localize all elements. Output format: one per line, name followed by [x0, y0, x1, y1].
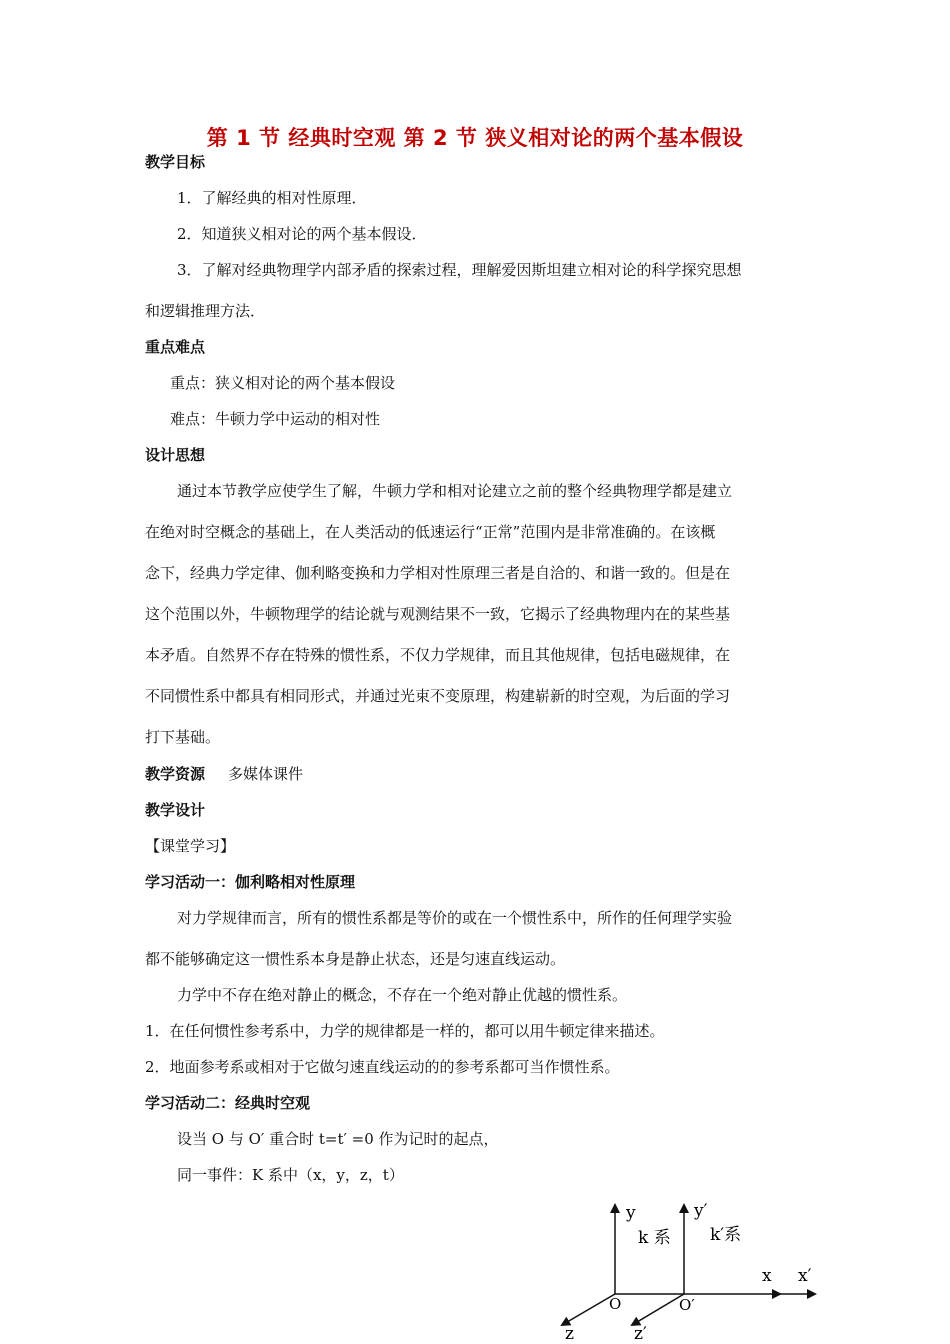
k-prime-z-axis	[632, 1294, 684, 1325]
activity2-line: 同一事件：K 系中（x，y，z，t）	[177, 1166, 404, 1184]
activity1-line: 2．地面参考系或相对于它做匀速直线运动的的参考系都可当作惯性系。	[145, 1058, 620, 1076]
origin-o-label: O	[609, 1295, 622, 1313]
resources-text: 多媒体课件	[228, 765, 304, 783]
keypoints-heading: 重点难点	[145, 338, 206, 356]
k-z-axis	[562, 1294, 615, 1325]
design-idea-line: 通过本节教学应使学生了解，牛顿力学和相对论建立之前的整个经典物理学都是建立	[177, 482, 733, 500]
z-prime-label: z′	[634, 1324, 647, 1344]
keypoint-focus: 重点：狭义相对论的两个基本假设	[170, 374, 396, 392]
activity2-line: 设当 O 与 O′ 重合时 t=t′ =0 作为记时的起点，	[177, 1130, 499, 1148]
activity2-heading: 学习活动二：经典时空观	[145, 1094, 311, 1112]
goal-item-3: 3．了解对经典物理学内部矛盾的探索过程，理解爱因斯坦建立相对论的科学探究思想	[177, 261, 742, 279]
y-label: y	[626, 1203, 636, 1223]
design-idea-line: 在绝对时空概念的基础上，在人类活动的低速运行“正常”范围内是非常准确的。在该概	[145, 523, 716, 541]
k-system-label: k 系	[638, 1228, 671, 1248]
origin-o-prime-label: O′	[679, 1296, 695, 1314]
classroom-label: 【课堂学习】	[145, 837, 236, 855]
teaching-design-heading: 教学设计	[145, 801, 206, 819]
design-idea-line: 本矛盾。自然界不存在特殊的惯性系，不仅力学规律，而且其他规律，包括电磁规律，在	[145, 646, 731, 664]
k-prime-system-label: k′系	[710, 1225, 742, 1245]
keypoint-difficulty: 难点：牛顿力学中运动的相对性	[170, 410, 381, 428]
activity1-line: 力学中不存在绝对静止的概念，不存在一个绝对静止优越的惯性系。	[177, 986, 628, 1004]
goals-heading: 教学目标	[145, 153, 206, 171]
x-prime-label: x′	[798, 1266, 812, 1286]
activity1-heading: 学习活动一：伽利略相对性原理	[145, 873, 356, 891]
goal-item-3-continued: 和逻辑推理方法．	[145, 302, 266, 320]
activity1-line: 1．在任何惯性参考系中，力学的规律都是一样的，都可以用牛顿定律来描述。	[145, 1022, 665, 1040]
resources-heading: 教学资源	[145, 765, 206, 783]
design-idea-line: 不同惯性系中都具有相同形式，并通过光束不变原理，构建崭新的时空观，为后面的学习	[145, 687, 731, 705]
design-idea-line: 念下，经典力学定律、伽利略变换和力学相对性原理三者是自洽的、和谐一致的。但是在	[145, 564, 731, 582]
goal-item-1: 1．了解经典的相对性原理．	[177, 189, 367, 207]
design-idea-line: 这个范围以外，牛顿物理学的结论就与观测结果不一致，它揭示了经典物理内在的某些基	[145, 605, 731, 623]
design-idea-heading: 设计思想	[145, 446, 206, 464]
activity1-line: 都不能够确定这一惯性系本身是静止状态，还是匀速直线运动。	[145, 950, 566, 968]
x-label: x	[762, 1266, 772, 1286]
design-idea-line: 打下基础。	[145, 728, 221, 746]
y-prime-label: y′	[694, 1201, 708, 1221]
goal-item-2: 2．知道狭义相对论的两个基本假设．	[177, 225, 427, 243]
z-label: z	[565, 1324, 574, 1344]
activity1-line: 对力学规律而言，所有的惯性系都是等价的或在一个惯性系中，所作的任何理学实验	[177, 909, 733, 927]
page-title: 第 1 节 经典时空观 第 2 节 狭义相对论的两个基本假设	[206, 126, 744, 150]
